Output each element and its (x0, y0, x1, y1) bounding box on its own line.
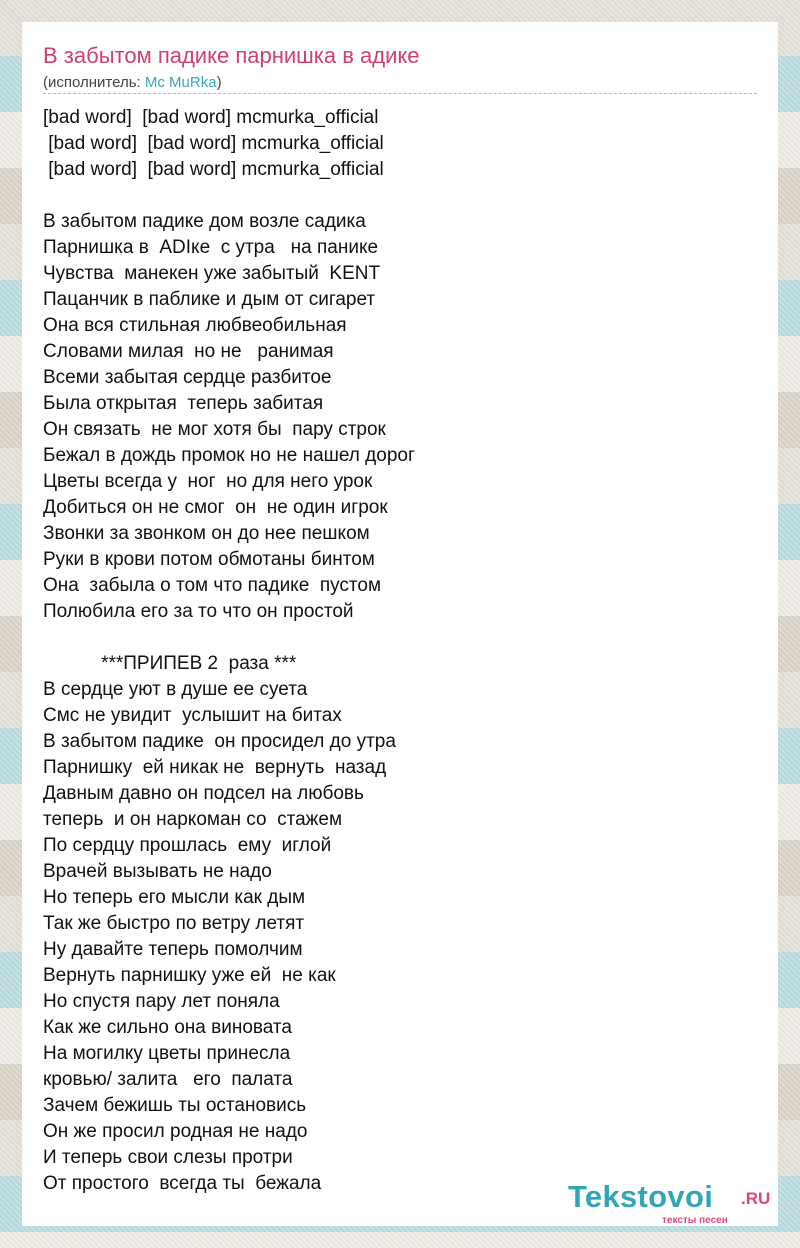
lyric-line: Она забыла о том что падике пустом (43, 575, 382, 596)
logo-tld: .RU (741, 1189, 771, 1208)
lyric-line: На могилку цветы принесла (43, 1043, 291, 1064)
lyric-line: Звонки за звонком он до нее пешком (43, 523, 370, 544)
lyric-line: Добиться он не смог он не один игрок (43, 497, 388, 518)
logo-tagline: тексты песен (662, 1215, 728, 1226)
lyric-line: Он связать не мог хотя бы пару строк (43, 419, 386, 440)
artist-line (43, 74, 222, 91)
lyric-line: Цветы всегда у ног но для него урок (43, 471, 373, 492)
lyrics-card (22, 22, 778, 1226)
lyric-line: теперь и он наркоман со стажем (43, 809, 343, 830)
lyric-line: Всеми забытая сердце разбитое (43, 367, 332, 388)
artist-prefix: (исполнитель: (43, 74, 145, 91)
lyric-line: Полюбила его за то что он простой (43, 601, 354, 622)
lyric-line: Но теперь его мысли как дым (43, 887, 306, 908)
lyric-line: В забытом падике дом возле садика (43, 211, 366, 232)
lyric-line: Она вся стильная любвеобильная (43, 315, 347, 336)
lyric-line: [bad word] [bad word] mcmurka_official (43, 159, 384, 180)
lyric-line: Давным давно он подсел на любовь (43, 783, 364, 804)
lyric-line: От простого всегда ты бежала (43, 1173, 322, 1194)
lyric-line: Как же сильно она виновата (43, 1017, 292, 1038)
lyric-line: Смс не увидит услышит на битах (43, 705, 342, 726)
lyric-line: Ну давайте теперь помолчим (43, 939, 303, 960)
lyric-line: Чувства манекен уже забытый KENT (43, 263, 381, 284)
song-title: В забытом падике парнишка в адике (43, 43, 420, 68)
artist-link[interactable]: Mc MuRka (144, 74, 217, 91)
lyric-line: Он же просил родная не надо (43, 1121, 308, 1142)
artist-suffix: ) (216, 74, 222, 91)
lyrics-text (43, 105, 757, 1197)
lyric-line: ***ПРИПЕВ 2 раза *** (43, 653, 297, 674)
lyric-line: По сердцу прошлась ему иглой (43, 835, 332, 856)
lyric-line (43, 625, 757, 651)
lyric-line: Пацанчик в паблике и дым от сигарет (43, 289, 376, 310)
lyric-line: Врачей вызывать не надо (43, 861, 272, 882)
lyric-line: [bad word] [bad word] mcmurka_official (43, 133, 384, 154)
lyric-line: Парнишка в ADIке с утра на панике (43, 237, 379, 258)
divider (43, 93, 757, 94)
lyric-line: Но спустя пару лет поняла (43, 991, 280, 1012)
lyric-line: Бежал в дождь промок но не нашел дорог (43, 445, 415, 466)
lyric-line: Вернуть парнишку уже ей не как (43, 965, 336, 986)
lyric-line: Словами милая но не ранимая (43, 341, 334, 362)
lyric-line: В сердце уют в душе ее суета (43, 679, 308, 700)
logo-brand: Tekstovoi (568, 1179, 714, 1214)
lyric-line (43, 183, 757, 209)
lyric-line: Парнишку ей никак не вернуть назад (43, 757, 387, 778)
site-logo[interactable] (568, 1179, 778, 1229)
lyric-line: В забытом падике он просидел до утра (43, 731, 396, 752)
lyric-line: Зачем бежишь ты остановись (43, 1095, 307, 1116)
lyric-line: [bad word] [bad word] mcmurka_official (43, 107, 379, 128)
lyric-line: И теперь свои слезы протри (43, 1147, 293, 1168)
lyric-line: кровью/ залита его палата (43, 1069, 293, 1090)
lyric-line: Так же быстро по ветру летят (43, 913, 305, 934)
lyric-line: Была открытая теперь забитая (43, 393, 324, 414)
lyric-line: Руки в крови потом обмотаны бинтом (43, 549, 375, 570)
